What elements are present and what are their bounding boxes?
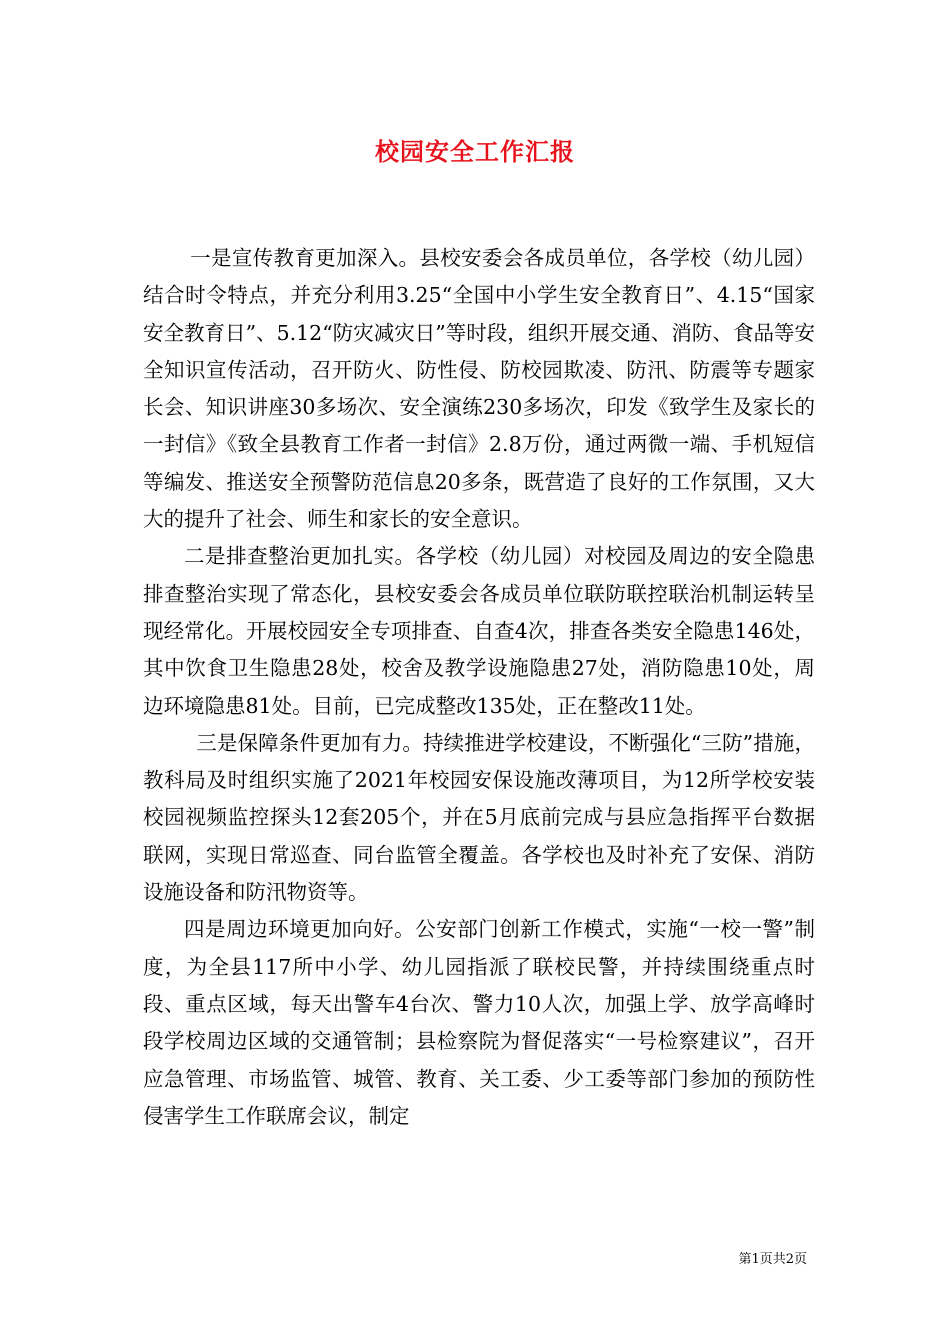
page-number-footer: 第1页共2页 (738, 1252, 807, 1267)
paragraph-publicity-education: 一是宣传教育更加深入。县校安委会各成员单位，各学校（幼儿园）结合时令特点，并充分利用3.25“全国中小学生安全教育日”、4.15“国家安全教育日”、5.12“防灾减灾日”等时段，组织开展交通、消防、食品等安全知识宣传活动，召开防火、防性侵、防校园欺凌、防汛、防震等专题家长会、知识讲座30多场次、安全演练230多场次，印发《致学生及家长的一封信》《致全县教育工作者一封信》2.8万份，通过两微一端、手机短信等编发、推送安全预警防范信息20多条，既营造了良好的工作氛围，又大大的提升了社会、师生和家长的安全意识。 (143, 246, 815, 532)
paragraph-surrounding-environment: 四是周边环境更加向好。公安部门创新工作模式，实施“一校一警”制度，为全县117所中小学、幼儿园指派了联校民警，并持续围绕重点时段、重点区域，每天出警车4台次、警力10人次，加强上学、放学高峰时段学校周边区域的交通管制；县检察院为督促落实“一号检察建议”，召开应急管理、市场监管、城管、教育、关工委、少工委等部门参加的预防性侵害学生工作联席会议，制定 (143, 917, 815, 1128)
document-body (143, 240, 815, 1135)
paragraph-safeguard-conditions: 三是保障条件更加有力。持续推进学校建设，不断强化“三防”措施，教科局及时组织实施了2021年校园安保设施改薄项目，为12所学校安装校园视频监控探头12套205个，并在5月底前完成与县应急指挥平台数据联网，实现日常巡查、同台监管全覆盖。各学校也及时补充了安保、消防设施设备和防汛物资等。 (143, 730, 815, 905)
page-title: 校园安全工作汇报 (375, 137, 575, 166)
paragraph-inspection-rectification: 二是排查整治更加扎实。各学校（幼儿园）对校园及周边的安全隐患排查整治实现了常态化，县校安委会各成员单位联防联控联治机制运转呈现经常化。开展校园安全专项排查、自查4次，排查各类安全隐患146处，其中饮食卫生隐患28处，校舍及教学设施隐患27处，消防隐患10处，周边环境隐患81处。目前，已完成整改135处，正在整改11处。 (143, 544, 815, 718)
